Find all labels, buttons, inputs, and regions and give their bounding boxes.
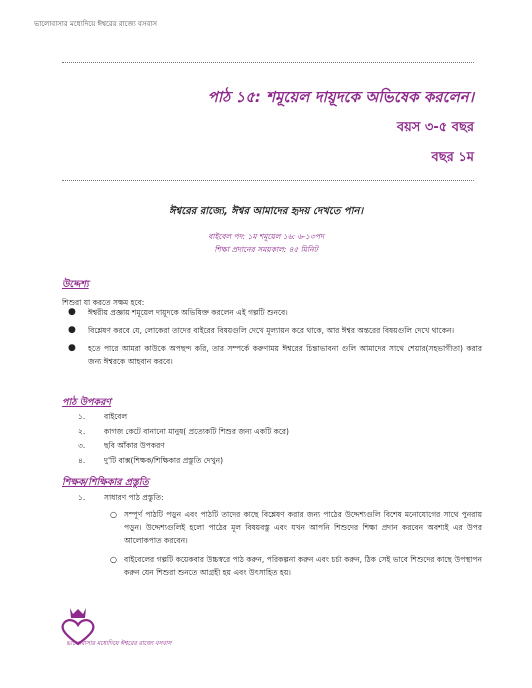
year-label: বছর ১ম: [431, 150, 474, 165]
theme-statement: ঈশ্বরের রাজ্যে, ঈশ্বর আমাদের হৃদয় দেখতে পান।: [168, 206, 364, 217]
objectives-heading: উদ্দেশ্য: [62, 279, 89, 290]
list-item: ○ বাইবেলের গল্পটি কয়েকবার উচ্চস্বরে পাঠ করুন, পরিকল্পনা করুন এবং চর্চা করুন, ঠিক সেই ভাবে শিশুদের কাছে উপস্থাপন করুন যেন শিশুরা শুনতে আগ্রহী হয় এবং উৎসাহিত হয়।: [110, 555, 482, 577]
list-item: ২. কাগজ কেটে বানানো মানুষ( প্রত্যেকটি শিশুর জন্য একটি করে): [78, 426, 289, 436]
list-item: ৪. দু'টি বাক্স(শিক্ষক/শিক্ষিকার প্রস্তুতি দেখুন): [78, 455, 224, 465]
preparation-sub-list: [112, 508, 482, 585]
materials-list: [62, 410, 482, 468]
list-item: ৩. ছবি আঁকার উপকরণ: [78, 441, 165, 450]
age-range: বয়স ৩-৫ বছর: [396, 120, 474, 135]
bullet-icon: ●: [68, 343, 76, 353]
circle-bullet-icon: ○: [110, 555, 117, 564]
teaching-time: শিক্ষা প্রদানের সময়কাল: ৪৫ মিনিট: [214, 245, 318, 254]
running-header: ভালোবাসার মধ্যেদিয়ে ঈশ্বরের রাজ্যে বসবাস: [34, 20, 158, 28]
divider: [62, 62, 474, 63]
list-item: ● বিশ্লেষণ করবে যে, লোকেরা তাদের বাইরের বিষয়গুলি দেখে মূল্যায়ন করে থাকে, আর ঈশ্বর অন্তরের বিষয়গুলি দেখে থাকেন।: [68, 325, 455, 335]
list-item: ১. বাইবেল: [78, 412, 128, 421]
lesson-title: পাঠ ১৫: শমূয়েল দায়ূদকে অভিষেক করলেন।: [207, 88, 474, 106]
footer-text: ভালোবাসার মধ্যেদিয়ে ঈশ্বরের রাজ্যে বসবাস: [66, 640, 172, 647]
document-page: ভালোবাসার মধ্যেদিয়ে ঈশ্বরের রাজ্যে বসবাস পাঠ ১৫: শমূয়েল দায়ূদকে অভিষেক করলেন। বয়স ৩-৫ বছর বছর ১ম ঈশ্বরের রাজ্যে, ঈশ্বর আমাদের হৃদয় দেখতে পান। বাইবেল পদ: ১ম শমূয়েল ১৬: ৬-১৩পদ শিক্ষা প্রদানের সময়কাল: ৪৫ মিনিট উদ্দেশ্য শিশুরা যা করতে সক্ষম হবে: ● ঈশ্বরীয় প্রজ্ঞায় শমূয়েল দায়ূদকে অভিষিক্ত করলেন এই গল্পটি শুনবে। ● বিশ্লেষণ করবে যে, লোকেরা তাদের বাইরের বিষয়গুলি দেখে মূল্যায়ন করে থাকে, আর ঈশ্বর অন্তরের বিষয়গুলি দেখে থাকেন। ● হতে পারে আমরা কাউকে অপছন্দ করি, তার সম্পর্কে করুণাময় ঈশ্বরের চিন্তাভাবনা গুলি আমাদের সাথে শেয়ার(সহভাগীতা) করার জন্য ঈশ্বরকে আহবান করবে। পাঠ উপকরণ ১. বাইবেল ২. কাগজ কেটে বানানো মানুষ( প্রত্যেকটি শিশুর জন্য একটি করে) ৩. ছবি আঁকার উপকরণ ৪. দু'টি বাক্স(শিক্ষক/শিক্ষিকার প্রস্তুতি দেখুন) শিক্ষক/শিক্ষিকার প্রস্তুতি ১. সাধারণ পাঠ প্রস্তুতি: ○ সম্পূর্ণ পাঠটি পড়ুন এবং পাঠটি তাদের কাছে বিশ্লেষণ করার জন্য পাঠের উদ্দেশ্যগুলি বিশেষ মনোযোগের সাথে পুনরায় পড়ুন। উদ্দেশ্যগুলিই হলো পাঠের মূল বিষয়বস্তু এবং যখন আপনি শিশুদের শিক্ষা প্রদান করবেন অবশ্যই এর উপর আলোকপাত করবেন। ○ বাইবেলের গল্পটি কয়েকবার উচ্চস্বরে পাঠ করুন, পরিকল্পনা করুন এবং চর্চা করুন, ঠিক সেই ভাবে শিশুদের কাছে উপস্থাপন করুন যেন শিশুরা শুনতে আগ্রহী হয় এবং উৎসাহিত হয়। ভালোবাসার মধ্যেদিয়ে ঈশ্বরের রাজ্যে বসবাস: [0, 0, 532, 688]
bullet-icon: ●: [68, 325, 76, 335]
list-item: ● ঈশ্বরীয় প্রজ্ঞায় শমূয়েল দায়ূদকে অভিষিক্ত করলেন এই গল্পটি শুনবে।: [68, 307, 288, 317]
list-item: ● হতে পারে আমরা কাউকে অপছন্দ করি, তার সম্পর্কে করুণাময় ঈশ্বরের চিন্তাভাবনা গুলি আমাদের সাথে শেয়ার(সহভাগীতা) করার জন্য ঈশ্বরকে আহবান করবে।: [68, 343, 482, 366]
objectives-list: [62, 306, 482, 373]
objectives-intro: শিশুরা যা করতে সক্ষম হবে:: [62, 298, 145, 307]
materials-heading: পাঠ উপকরণ: [62, 397, 112, 408]
list-item: ○ সম্পূর্ণ পাঠটি পড়ুন এবং পাঠটি তাদের কাছে বিশ্লেষণ করার জন্য পাঠের উদ্দেশ্যগুলি বিশেষ মনোযোগের সাথে পুনরায় পড়ুন। উদ্দেশ্যগুলিই হলো পাঠের মূল বিষয়বস্তু এবং যখন আপনি শিশুদের শিক্ষা প্রদান করবেন অবশ্যই এর উপর আলোকপাত করবেন।: [110, 510, 482, 545]
bullet-icon: ●: [68, 307, 76, 317]
circle-bullet-icon: ○: [110, 510, 117, 519]
bible-verse: বাইবেল পদ: ১ম শমূয়েল ১৬: ৬-১৩পদ: [208, 232, 324, 241]
divider: [62, 180, 474, 181]
preparation-heading: শিক্ষক/শিক্ষিকার প্রস্তুতি: [62, 477, 149, 488]
